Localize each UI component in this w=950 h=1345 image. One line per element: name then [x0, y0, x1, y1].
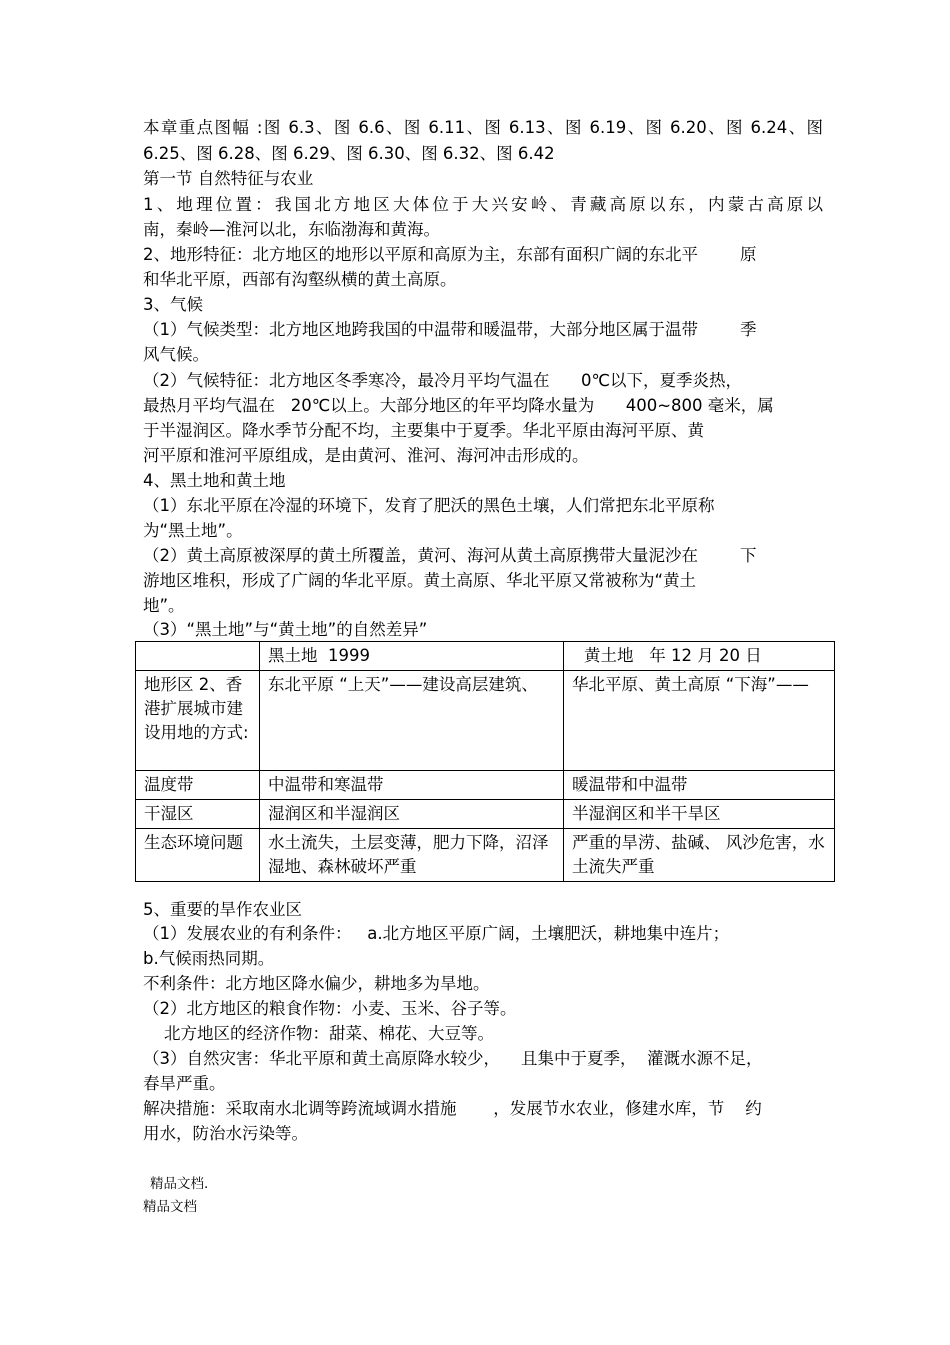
yellow-soil-line-2: 游地区堆积，形成了广阔的华北平原。黄土高原、华北平原又常被称为“黄土 [143, 571, 697, 590]
table-cell: 华北平原、黄土高原 “下海”—— [564, 671, 835, 771]
terrain-line-1: 2、地形特征：北方地区的地形以平原和高原为主，东部有面积广阔的东北平 原 [143, 245, 757, 264]
table-row [136, 829, 835, 882]
table-cell: 东北平原 “上天”——建设高层建筑、 [260, 671, 564, 771]
key-figures-line-2: 6.25、图 6.28、图 6.29、图 6.30、图 6.32、图 6.42 [143, 144, 555, 163]
black-soil-line-2: 为“黑土地”。 [143, 521, 243, 540]
climate-feature-line-3: 于半湿润区。降水季节分配不均，主要集中于夏季。华北平原由海河平原、黄 [143, 421, 704, 440]
table-header-cell: 黄土地 年 12 月 20 日 [564, 642, 835, 671]
disasters-line-1: （3）自然灾害：华北平原和黄土高原降水较少， 且集中于夏季， 灌溉水源不足， [143, 1049, 763, 1068]
table-header-cell: 黑土地 1999 [260, 642, 564, 671]
soil-heading: 4、黑土地和黄土地 [143, 471, 286, 490]
table-header-row [136, 642, 835, 671]
key-figures-line-1: 本章重点图幅 :图 6.3、图 6.6、图 6.11、图 6.13、图 6.19、图 6.20、图 6.24、图 [143, 118, 823, 137]
climate-feature-line-4: 河平原和淮河平原组成，是由黄河、淮河、海河冲击形成的。 [143, 446, 589, 465]
table-cell: 干湿区 [136, 800, 260, 829]
table-row [136, 800, 835, 829]
comparison-table [135, 641, 835, 882]
climate-type-line-2: 风气候。 [143, 345, 209, 364]
climate-feature-line-1: （2）气候特征：北方地区冬季寒冷，最冷月平均气温在 0℃以下，夏季炎热， [143, 371, 742, 390]
table-cell: 湿润区和半湿润区 [260, 800, 564, 829]
table-cell: 中温带和寒温带 [260, 771, 564, 800]
footer-text-1: 精品文档. [150, 1176, 209, 1192]
climate-type-line-1: （1）气候类型：北方地区地跨我国的中温带和暖温带，大部分地区属于温带 季 [143, 320, 757, 339]
table-cell: 半湿润区和半干旱区 [564, 800, 835, 829]
terrain-line-2: 和华北平原，西部有沟壑纵横的黄土高原。 [143, 270, 457, 289]
table-row [136, 671, 835, 771]
footer-text-2: 精品文档 [143, 1199, 197, 1215]
yellow-soil-line-1: （2）黄土高原被深厚的黄土所覆盖，黄河、海河从黄土高原携带大量泥沙在 下 [143, 546, 757, 565]
location-line-2: 南，秦岭—淮河以北，东临渤海和黄海。 [143, 220, 440, 239]
table-cell: 生态环境问题 [136, 829, 260, 882]
table-cell: 水土流失，土层变薄，肥力下降，沼泽湿地、森林破坏严重 [260, 829, 564, 882]
disasters-line-2: 春旱严重。 [143, 1074, 226, 1093]
favorable-conditions-line-2: b.气候雨热同期。 [143, 949, 275, 968]
climate-heading: 3、气候 [143, 295, 203, 314]
food-crops: （2）北方地区的粮食作物：小麦、玉米、谷子等。 [143, 999, 517, 1018]
table-cell: 严重的旱涝、盐碱、 风沙危害，水土流失严重 [564, 829, 835, 882]
table-cell: 地形区 2、香港扩展城市建设用地的方式: [136, 671, 260, 771]
black-soil-line-1: （1）东北平原在冷湿的环境下，发育了肥沃的黑色土壤，人们常把东北平原称 [143, 496, 715, 515]
climate-feature-line-2: 最热月平均气温在 20℃以上。大部分地区的年平均降水量为 400~800 毫米，属 [143, 396, 774, 415]
location-line-1: 1、地理位置：我国北方地区大体位于大兴安岭、青藏高原以东，内蒙古高原以 [143, 195, 823, 214]
table-cell: 暖温带和中温带 [564, 771, 835, 800]
cash-crops: 北方地区的经济作物：甜菜、棉花、大豆等。 [143, 1024, 494, 1043]
difference-heading: （3）“黑土地”与“黄土地”的自然差异” [143, 620, 428, 639]
table-header-cell [136, 642, 260, 671]
table-cell: 温度带 [136, 771, 260, 800]
agriculture-heading: 5、重要的旱作农业区 [143, 900, 302, 919]
unfavorable-conditions: 不利条件：北方地区降水偏少，耕地多为旱地。 [143, 974, 490, 993]
table-row [136, 771, 835, 800]
section-title: 第一节 自然特征与农业 [143, 169, 314, 188]
favorable-conditions-line-1: （1）发展农业的有利条件： a.北方地区平原广阔，土壤肥沃，耕地集中连片； [143, 924, 730, 943]
solutions-line-1: 解决措施：采取南水北调等跨流域调水措施 ，发展节水农业，修建水库，节 约 [143, 1099, 762, 1118]
yellow-soil-line-3: 地”。 [143, 596, 185, 615]
solutions-line-2: 用水，防治水污染等。 [143, 1124, 308, 1143]
